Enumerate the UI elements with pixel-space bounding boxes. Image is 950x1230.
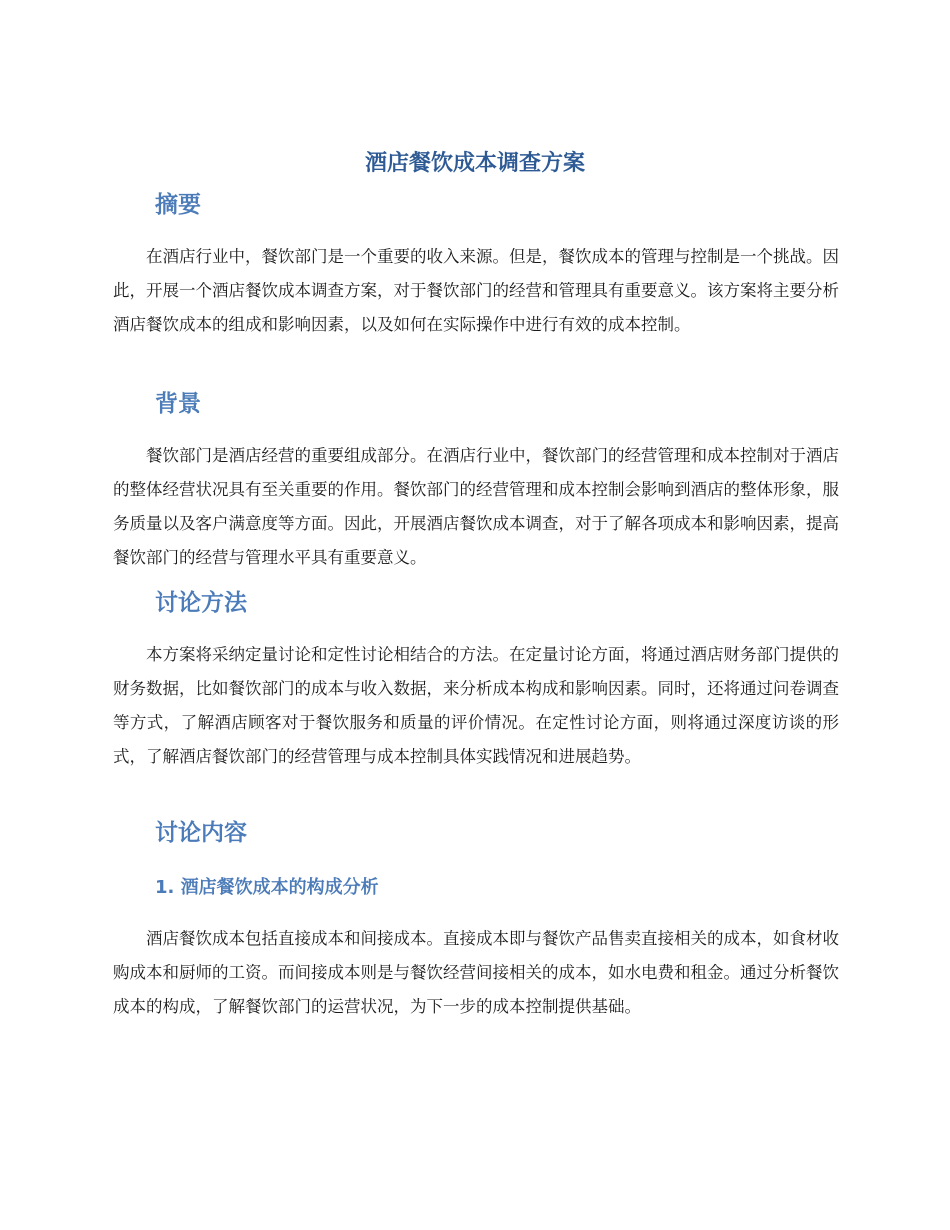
section-paragraph-background: 餐饮部门是酒店经营的重要组成部分。在酒店行业中，餐饮部门的经营管理和成本控制对于酒店的整体经营状况具有至关重要的作用。餐饮部门的经营管理和成本控制会影响到酒店的整体形象，服务质量以及客户满意度等方面。因此，开展酒店餐饮成本调查，对于了解各项成本和影响因素，提高餐饮部门的经营与管理水平具有重要意义。 bbox=[113, 446, 839, 567]
section-heading-content: 讨论内容 bbox=[155, 820, 247, 846]
subsection-paragraph-cost-structure: 酒店餐饮成本包括直接成本和间接成本。直接成本即与餐饮产品售卖直接相关的成本，如食材收购成本和厨师的工资。而间接成本则是与餐饮经营间接相关的成本，如水电费和租金。通过分析餐饮成本的构成，了解餐饮部门的运营状况，为下一步的成本控制提供基础。 bbox=[113, 929, 839, 1016]
document-title: 酒店餐饮成本调查方案 bbox=[364, 151, 585, 176]
subsection-heading-cost-structure: 1. 酒店餐饮成本的构成分析 bbox=[155, 877, 379, 898]
section-paragraph-abstract: 在酒店行业中，餐饮部门是一个重要的收入来源。但是，餐饮成本的管理与控制是一个挑战。因此，开展一个酒店餐饮成本调查方案，对于餐饮部门的经营和管理具有重要意义。该方案将主要分析酒店餐饮成本的组成和影响因素，以及如何在实际操作中进行有效的成本控制。 bbox=[113, 247, 839, 334]
section-heading-background: 背景 bbox=[155, 391, 201, 417]
section-paragraph-method: 本方案将采纳定量讨论和定性讨论相结合的方法。在定量讨论方面，将通过酒店财务部门提供的财务数据，比如餐饮部门的成本与收入数据，来分析成本构成和影响因素。同时，还将通过问卷调查等方式，了解酒店顾客对于餐饮服务和质量的评价情况。在定性讨论方面，则将通过深度访谈的形式，了解酒店餐饮部门的经营管理与成本控制具体实践情况和进展趋势。 bbox=[113, 645, 839, 766]
section-heading-abstract: 摘要 bbox=[155, 192, 201, 218]
section-heading-method: 讨论方法 bbox=[155, 590, 247, 616]
